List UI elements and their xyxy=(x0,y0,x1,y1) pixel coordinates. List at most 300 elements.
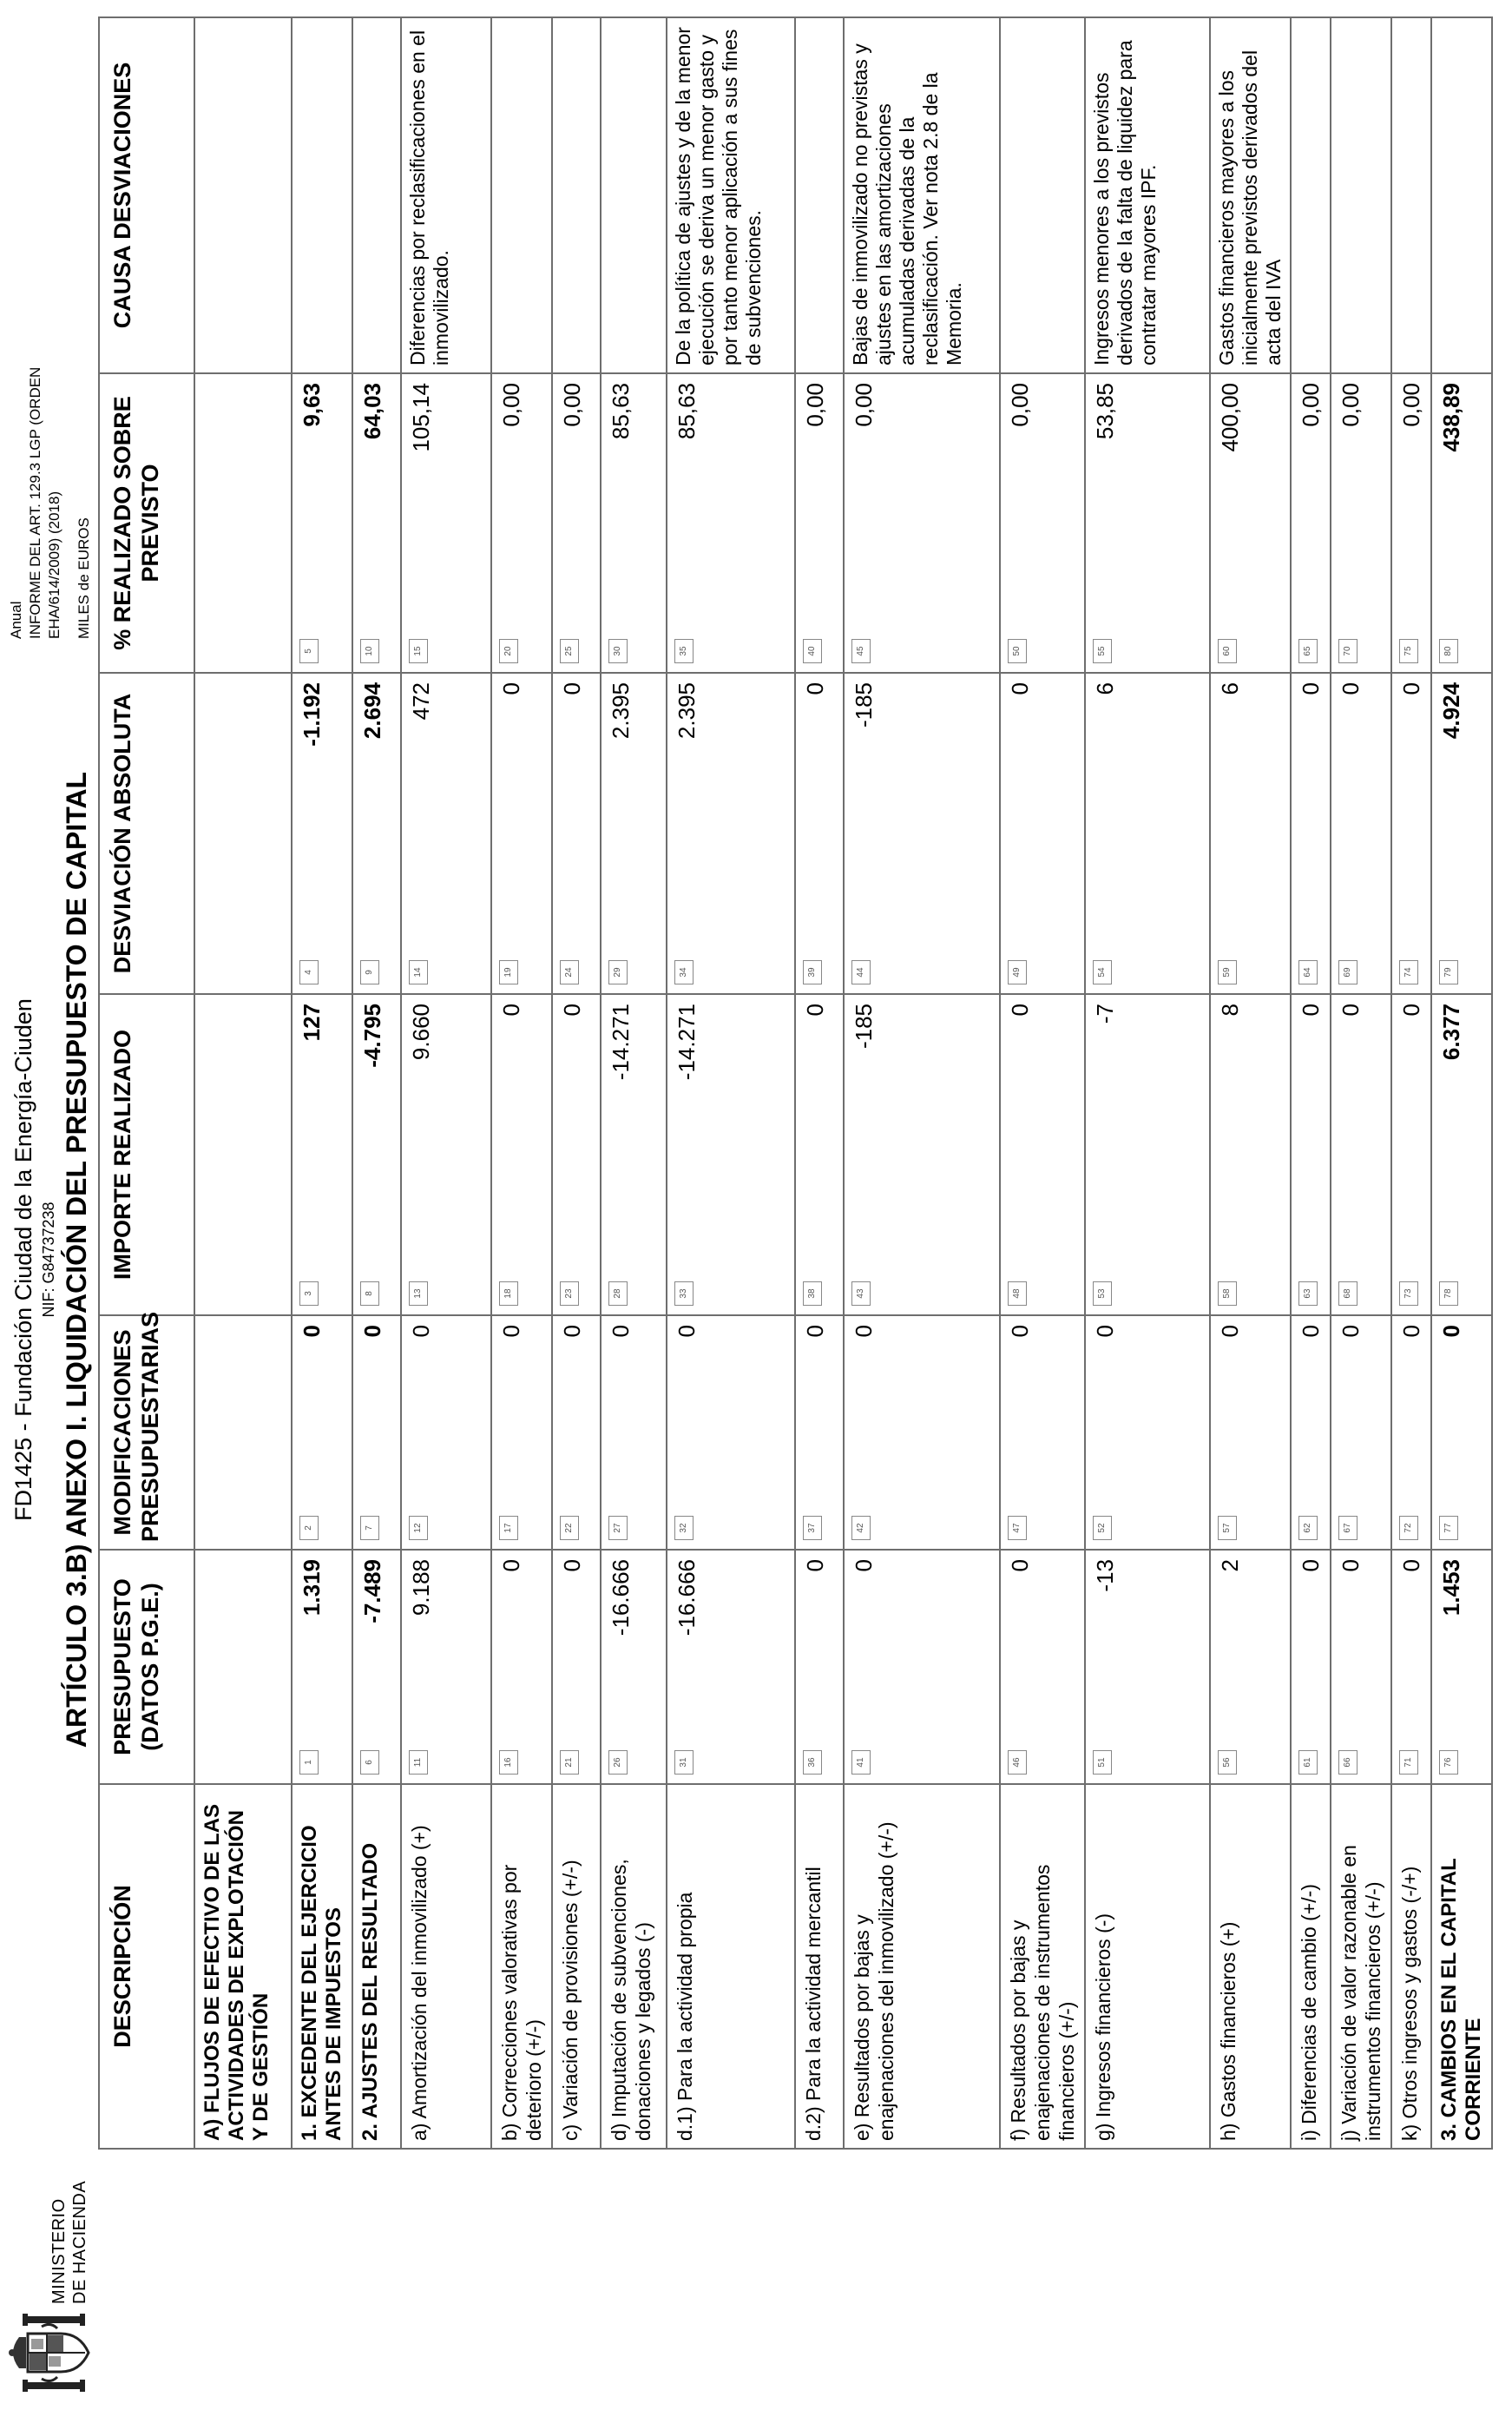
cell-value: 0 xyxy=(359,1325,385,1338)
document-title: FD1425 - Fundación Ciudad de la Energía-Ciuden xyxy=(10,998,36,1521)
row-description: j) Variación de valor razonable en instrumentos financieros (+/-) xyxy=(1331,1784,1391,2149)
cell-value: 438,89 xyxy=(1438,383,1464,452)
cell-value: 0 xyxy=(1298,682,1324,695)
deviation-cause-cell: De la política de ajustes y de la menor ejecución se deriva un menor gasto y por tanto menor aplicación a sus fines de subvenciones. xyxy=(667,17,795,373)
executed-cell xyxy=(1210,994,1291,1315)
modifications-cell xyxy=(1431,1315,1492,1550)
cell-index-box: 69 xyxy=(1338,960,1358,984)
cell-value: 0 xyxy=(1007,682,1033,695)
cell-value: 0 xyxy=(1398,1325,1424,1338)
cell-value: 0 xyxy=(1007,1325,1033,1338)
cell-index-box: 42 xyxy=(851,1516,871,1540)
report-reference: INFORME DEL ART. 129.3 LGP (ORDEN xyxy=(27,366,43,639)
modifications-cell xyxy=(401,1315,491,1550)
cell-value: 0 xyxy=(851,1559,877,1572)
cell-value: 400,00 xyxy=(1217,383,1243,452)
cell-index-box: 14 xyxy=(409,960,428,984)
cell-value: 1.453 xyxy=(1438,1559,1464,1617)
cell-index-box: 23 xyxy=(560,1281,579,1306)
cell-index-box: 58 xyxy=(1218,1281,1237,1306)
modifications-cell xyxy=(1291,1315,1331,1550)
cell-value: 85,63 xyxy=(674,383,700,440)
cell-value: 53,85 xyxy=(1092,383,1118,440)
column-header-deviation-cause: CAUSA DESVIACIONES xyxy=(99,17,194,373)
cell-value: 0 xyxy=(559,1559,585,1572)
cell-value: 0 xyxy=(1298,1004,1324,1017)
cell-index-box: 30 xyxy=(608,639,628,663)
row-description: A) FLUJOS DE EFECTIVO DE LAS ACTIVIDADES DE EXPLOTACIÓN Y DE GESTIÓN xyxy=(194,1784,292,2149)
cell-value: 0 xyxy=(1338,682,1364,695)
cell-value: 0 xyxy=(1338,1559,1364,1572)
table-row xyxy=(401,17,491,2149)
cell-value: 0 xyxy=(559,1325,585,1338)
modifications-cell xyxy=(844,1315,1000,1550)
cell-value: 0,00 xyxy=(559,383,585,427)
cell-index-box: 80 xyxy=(1439,639,1458,663)
cell-value: 0 xyxy=(1338,1004,1364,1017)
cell-index-box: 48 xyxy=(1008,1281,1027,1306)
table-row xyxy=(491,17,552,2149)
cell-value: 0 xyxy=(1338,1325,1364,1338)
cell-index-box: 11 xyxy=(409,1750,428,1775)
cell-index-box: 68 xyxy=(1338,1281,1358,1306)
cell-index-box: 17 xyxy=(499,1516,518,1540)
cell-index-box: 63 xyxy=(1298,1281,1318,1306)
ministry-line: DE HACIENDA xyxy=(70,2180,89,2304)
budget-cell xyxy=(667,1550,795,1784)
percent-executed-cell xyxy=(1391,373,1431,673)
table-row xyxy=(292,17,352,2149)
modifications-cell xyxy=(1000,1315,1085,1550)
cell-value: -16.666 xyxy=(674,1559,700,1636)
cell-value: 0,00 xyxy=(851,383,877,427)
cell-value: 0 xyxy=(299,1325,325,1338)
percent-executed-cell xyxy=(1210,373,1291,673)
modifications-cell xyxy=(292,1315,352,1550)
cell-index-box: 51 xyxy=(1093,1750,1112,1775)
cell-value: 6 xyxy=(1217,682,1243,695)
modifications-cell xyxy=(601,1315,667,1550)
absolute-deviation-cell xyxy=(1291,673,1331,994)
executed-cell xyxy=(1331,994,1391,1315)
deviation-cause-cell: Ingresos menores a los previstos derivados de la falta de liquidez para contratar mayores IPF. xyxy=(1085,17,1210,373)
cell-value: 0,00 xyxy=(1007,383,1033,427)
cell-value: 0 xyxy=(674,1325,700,1338)
cell-index-box: 39 xyxy=(803,960,822,984)
ministry-line: MINISTERIO xyxy=(49,2198,69,2304)
executed-cell xyxy=(1000,994,1085,1315)
cell-index-box: 10 xyxy=(360,639,379,663)
cell-index-box: 7 xyxy=(360,1516,379,1540)
budget-cell xyxy=(795,1550,844,1784)
cell-value: 0 xyxy=(1007,1004,1033,1017)
cell-index-box: 9 xyxy=(360,960,379,984)
cell-value: 0 xyxy=(408,1325,434,1338)
cell-value: 0 xyxy=(559,682,585,695)
modifications-cell xyxy=(667,1315,795,1550)
cell-index-box: 16 xyxy=(499,1750,518,1775)
cell-index-box: 40 xyxy=(803,639,822,663)
budget-cell xyxy=(292,1550,352,1784)
budget-table xyxy=(98,16,1493,2150)
cell-value: 64,03 xyxy=(359,383,385,440)
modifications-cell xyxy=(795,1315,844,1550)
table-row xyxy=(1000,17,1085,2149)
cell-index-box: 72 xyxy=(1399,1516,1418,1540)
percent-executed-cell xyxy=(352,373,401,673)
percent-executed-cell xyxy=(844,373,1000,673)
cell-value: 9.660 xyxy=(408,1004,434,1061)
cell-index-box: 36 xyxy=(803,1750,822,1775)
budget-cell xyxy=(1210,1550,1291,1784)
cell-value: 0 xyxy=(1398,682,1424,695)
deviation-cause-cell xyxy=(491,17,552,373)
percent-executed-cell xyxy=(1085,373,1210,673)
cell-value: 0 xyxy=(1298,1559,1324,1572)
absolute-deviation-cell xyxy=(552,673,601,994)
percent-executed-cell xyxy=(1291,373,1331,673)
table-body xyxy=(194,17,1492,2149)
cell-value: 0 xyxy=(498,1004,524,1017)
absolute-deviation-cell xyxy=(601,673,667,994)
cell-value: 85,63 xyxy=(608,383,634,440)
table-row xyxy=(352,17,401,2149)
modifications-cell xyxy=(352,1315,401,1550)
executed-cell xyxy=(844,994,1000,1315)
deviation-cause-cell xyxy=(1431,17,1492,373)
executed-cell xyxy=(352,994,401,1315)
row-description: 2. AJUSTES DEL RESULTADO xyxy=(352,1784,401,2149)
cell-index-box: 12 xyxy=(409,1516,428,1540)
budget-cell xyxy=(1000,1550,1085,1784)
cell-value: 0 xyxy=(498,682,524,695)
row-description: b) Correcciones valorativas por deterioro (+/-) xyxy=(491,1784,552,2149)
cell-value: -4.795 xyxy=(359,1004,385,1068)
executed-cell xyxy=(292,994,352,1315)
executed-cell xyxy=(1431,994,1492,1315)
cell-value: 0 xyxy=(802,1325,828,1338)
percent-executed-cell xyxy=(1431,373,1492,673)
cell-index-box: 66 xyxy=(1338,1750,1358,1775)
percent-executed-cell xyxy=(795,373,844,673)
cell-index-box: 76 xyxy=(1439,1750,1458,1775)
cell-value: 0,00 xyxy=(1298,383,1324,427)
section-row xyxy=(194,17,292,2149)
cell-index-box: 61 xyxy=(1298,1750,1318,1775)
cell-value: 0,00 xyxy=(498,383,524,427)
cell-index-box: 25 xyxy=(560,639,579,663)
cell-value: 0,00 xyxy=(1398,383,1424,427)
percent-executed-cell xyxy=(1000,373,1085,673)
cell-index-box: 35 xyxy=(674,639,694,663)
cell-index-box: 65 xyxy=(1298,639,1318,663)
deviation-cause-cell xyxy=(552,17,601,373)
cell-index-box: 2 xyxy=(299,1516,319,1540)
cell-value: -16.666 xyxy=(608,1559,634,1636)
deviation-cause-cell xyxy=(292,17,352,373)
budget-cell xyxy=(194,1550,292,1784)
units-label: MILES de EUROS xyxy=(76,517,92,639)
table-row xyxy=(1085,17,1210,2149)
cell-index-box: 75 xyxy=(1399,639,1418,663)
cell-value: 4.924 xyxy=(1438,682,1464,740)
cell-index-box: 47 xyxy=(1008,1516,1027,1540)
table-row xyxy=(1331,17,1391,2149)
deviation-cause-cell xyxy=(1000,17,1085,373)
cell-value: 0 xyxy=(802,1004,828,1017)
executed-cell xyxy=(194,994,292,1315)
percent-executed-cell xyxy=(552,373,601,673)
cell-index-box: 74 xyxy=(1399,960,1418,984)
cell-value: 0 xyxy=(1398,1004,1424,1017)
absolute-deviation-cell xyxy=(1210,673,1291,994)
absolute-deviation-cell xyxy=(844,673,1000,994)
cell-value: -185 xyxy=(851,682,877,728)
cell-index-box: 4 xyxy=(299,960,319,984)
cell-value: -185 xyxy=(851,1004,877,1050)
cell-value: 0 xyxy=(498,1325,524,1338)
modifications-cell xyxy=(1391,1315,1431,1550)
cell-index-box: 6 xyxy=(360,1750,379,1775)
row-description: h) Gastos financieros (+) xyxy=(1210,1784,1291,2149)
modifications-cell xyxy=(491,1315,552,1550)
budget-cell xyxy=(601,1550,667,1784)
table-row xyxy=(1431,17,1492,2149)
cell-index-box: 18 xyxy=(499,1281,518,1306)
cell-value: 2.395 xyxy=(608,682,634,740)
executed-cell xyxy=(552,994,601,1315)
absolute-deviation-cell xyxy=(401,673,491,994)
absolute-deviation-cell xyxy=(1085,673,1210,994)
row-description: g) Ingresos financieros (-) xyxy=(1085,1784,1210,2149)
absolute-deviation-cell xyxy=(1000,673,1085,994)
cell-index-box: 52 xyxy=(1093,1516,1112,1540)
budget-cell xyxy=(401,1550,491,1784)
modifications-cell xyxy=(552,1315,601,1550)
cell-index-box: 26 xyxy=(608,1750,628,1775)
cell-index-box: 78 xyxy=(1439,1281,1458,1306)
row-description: c) Variación de provisiones (+/-) xyxy=(552,1784,601,2149)
executed-cell xyxy=(667,994,795,1315)
executed-cell xyxy=(1391,994,1431,1315)
column-header-budget: PRESUPUESTO (DATOS P.G.E.) xyxy=(99,1550,194,1784)
cell-value: 2 xyxy=(1217,1559,1243,1572)
budget-cell xyxy=(1331,1550,1391,1784)
cell-value: 0,00 xyxy=(1338,383,1364,427)
cell-index-box: 3 xyxy=(299,1281,319,1306)
cell-value: 0 xyxy=(559,1004,585,1017)
ministry-name xyxy=(49,2181,90,2304)
cell-index-box: 43 xyxy=(851,1281,871,1306)
table-row xyxy=(667,17,795,2149)
cell-value: 0 xyxy=(1298,1325,1324,1338)
cell-value: 472 xyxy=(408,682,434,721)
article-title: ARTÍCULO 3.B) ANEXO I. LIQUIDACIÓN DEL PRESUPUESTO DE CAPITAL xyxy=(61,771,92,1748)
row-description: 1. EXCEDENTE DEL EJERCICIO ANTES DE IMPUESTOS xyxy=(292,1784,352,2149)
cell-value: 0 xyxy=(1092,1325,1118,1338)
cell-value: 1.319 xyxy=(299,1559,325,1617)
row-description: e) Resultados por bajas y enajenaciones del inmovilizado (+/-) xyxy=(844,1784,1000,2149)
cell-index-box: 71 xyxy=(1399,1750,1418,1775)
absolute-deviation-cell xyxy=(491,673,552,994)
cell-index-box: 54 xyxy=(1093,960,1112,984)
modifications-cell xyxy=(1331,1315,1391,1550)
cell-value: -14.271 xyxy=(608,1004,634,1081)
cell-value: -7.489 xyxy=(359,1559,385,1623)
absolute-deviation-cell xyxy=(1331,673,1391,994)
cell-value: 0 xyxy=(1398,1559,1424,1572)
cell-value: 0 xyxy=(802,682,828,695)
budget-cell xyxy=(491,1550,552,1784)
cell-index-box: 67 xyxy=(1338,1516,1358,1540)
absolute-deviation-cell xyxy=(1391,673,1431,994)
column-header-absolute-deviation: DESVIACIÓN ABSOLUTA xyxy=(99,673,194,994)
absolute-deviation-cell xyxy=(292,673,352,994)
cell-index-box: 60 xyxy=(1218,639,1237,663)
deviation-cause-cell xyxy=(1291,17,1331,373)
cell-value: 9,63 xyxy=(299,383,325,427)
cell-index-box: 49 xyxy=(1008,960,1027,984)
cell-value: -1.192 xyxy=(299,682,325,747)
budget-cell xyxy=(352,1550,401,1784)
cell-value: 2.395 xyxy=(674,682,700,740)
budget-cell xyxy=(1431,1550,1492,1784)
cell-index-box: 38 xyxy=(803,1281,822,1306)
modifications-cell xyxy=(1085,1315,1210,1550)
cell-index-box: 57 xyxy=(1218,1516,1237,1540)
column-header-executed: IMPORTE REALIZADO xyxy=(99,994,194,1315)
cell-value: 6.377 xyxy=(1438,1004,1464,1061)
row-description: d) Imputación de subvenciones, donaciones y legados (-) xyxy=(601,1784,667,2149)
modifications-cell xyxy=(1210,1315,1291,1550)
percent-executed-cell xyxy=(491,373,552,673)
executed-cell xyxy=(401,994,491,1315)
absolute-deviation-cell xyxy=(352,673,401,994)
deviation-cause-cell xyxy=(795,17,844,373)
budget-cell xyxy=(844,1550,1000,1784)
report-info xyxy=(7,367,94,639)
cell-index-box: 55 xyxy=(1093,639,1112,663)
percent-executed-cell xyxy=(601,373,667,673)
cell-index-box: 56 xyxy=(1218,1750,1237,1775)
cell-index-box: 21 xyxy=(560,1750,579,1775)
table-row xyxy=(552,17,601,2149)
table-row xyxy=(1391,17,1431,2149)
table-header xyxy=(99,17,194,2149)
table-row xyxy=(795,17,844,2149)
cell-index-box: 32 xyxy=(674,1516,694,1540)
report-reference: EHA/614/2009) (2018) xyxy=(46,491,62,639)
periodicity: Anual xyxy=(8,601,24,639)
cell-index-box: 45 xyxy=(851,639,871,663)
cell-index-box: 64 xyxy=(1298,960,1318,984)
cell-index-box: 50 xyxy=(1008,639,1027,663)
budget-cell xyxy=(1085,1550,1210,1784)
percent-executed-cell xyxy=(194,373,292,673)
deviation-cause-cell xyxy=(352,17,401,373)
cell-value: 0 xyxy=(608,1325,634,1338)
row-description: 3. CAMBIOS EN EL CAPITAL CORRIENTE xyxy=(1431,1784,1492,2149)
cell-index-box: 70 xyxy=(1338,639,1358,663)
row-description: a) Amortización del inmovilizado (+) xyxy=(401,1784,491,2149)
deviation-cause-cell xyxy=(194,17,292,373)
deviation-cause-cell: Diferencias por reclasificaciones en el inmovilizado. xyxy=(401,17,491,373)
executed-cell xyxy=(1291,994,1331,1315)
executed-cell xyxy=(1085,994,1210,1315)
percent-executed-cell xyxy=(1331,373,1391,673)
percent-executed-cell xyxy=(667,373,795,673)
cell-value: 6 xyxy=(1092,682,1118,695)
table-row xyxy=(844,17,1000,2149)
executed-cell xyxy=(601,994,667,1315)
cell-index-box: 27 xyxy=(608,1516,628,1540)
cell-index-box: 77 xyxy=(1439,1516,1458,1540)
cell-index-box: 62 xyxy=(1298,1516,1318,1540)
cell-index-box: 19 xyxy=(499,960,518,984)
row-description: i) Diferencias de cambio (+/-) xyxy=(1291,1784,1331,2149)
cell-index-box: 28 xyxy=(608,1281,628,1306)
cell-value: 0 xyxy=(1217,1325,1243,1338)
percent-executed-cell xyxy=(401,373,491,673)
cell-value: 105,14 xyxy=(408,383,434,452)
absolute-deviation-cell xyxy=(194,673,292,994)
table-row xyxy=(601,17,667,2149)
cell-index-box: 31 xyxy=(674,1750,694,1775)
absolute-deviation-cell xyxy=(667,673,795,994)
cell-index-box: 15 xyxy=(409,639,428,663)
cell-index-box: 22 xyxy=(560,1516,579,1540)
cell-index-box: 79 xyxy=(1439,960,1458,984)
cell-value: 8 xyxy=(1217,1004,1243,1017)
absolute-deviation-cell xyxy=(795,673,844,994)
table-row xyxy=(1291,17,1331,2149)
cell-value: -14.271 xyxy=(674,1004,700,1081)
cell-value: 0 xyxy=(802,1559,828,1572)
document-header xyxy=(9,717,94,1802)
cell-index-box: 5 xyxy=(299,639,319,663)
executed-cell xyxy=(491,994,552,1315)
percent-executed-cell xyxy=(292,373,352,673)
ministry-header xyxy=(7,2085,94,2398)
cell-index-box: 20 xyxy=(499,639,518,663)
cell-value: 0,00 xyxy=(802,383,828,427)
cell-value: 0 xyxy=(498,1559,524,1572)
deviation-cause-cell: Bajas de inmovilizado no previstas y ajustes en las amortizaciones acumuladas derivadas de la reclasificación. Ver nota 2.8 de la Memoria. xyxy=(844,17,1000,373)
cell-index-box: 34 xyxy=(674,960,694,984)
cell-index-box: 59 xyxy=(1218,960,1237,984)
column-header-percent-executed: % REALIZADO SOBRE PREVISTO xyxy=(99,373,194,673)
cell-index-box: 73 xyxy=(1399,1281,1418,1306)
deviation-cause-cell xyxy=(1391,17,1431,373)
cell-value: 0 xyxy=(1007,1559,1033,1572)
deviation-cause-cell xyxy=(1331,17,1391,373)
column-header-description: DESCRIPCIÓN xyxy=(99,1784,194,2149)
cell-index-box: 37 xyxy=(803,1516,822,1540)
row-description: d.2) Para la actividad mercantil xyxy=(795,1784,844,2149)
cell-value: 127 xyxy=(299,1004,325,1042)
cell-index-box: 46 xyxy=(1008,1750,1027,1775)
table-row xyxy=(1210,17,1291,2149)
cell-index-box: 8 xyxy=(360,1281,379,1306)
cell-index-box: 33 xyxy=(674,1281,694,1306)
deviation-cause-cell: Gastos financieros mayores a los inicialmente previstos derivados del acta del IVA xyxy=(1210,17,1291,373)
cell-value: 2.694 xyxy=(359,682,385,740)
coat-of-arms-icon xyxy=(7,2313,92,2393)
nif-label: NIF: G84737238 xyxy=(40,1202,57,1318)
absolute-deviation-cell xyxy=(1431,673,1492,994)
executed-cell xyxy=(795,994,844,1315)
cell-value: -13 xyxy=(1092,1559,1118,1592)
